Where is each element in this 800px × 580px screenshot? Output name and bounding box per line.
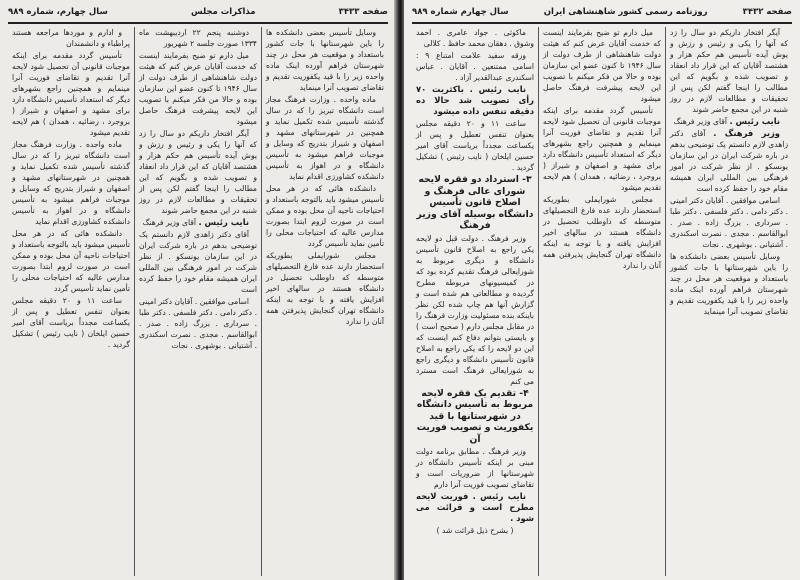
column (8, 27, 134, 576)
headline: ۳- استرداد دو فقره لایحه شورای عالی فرهنگ و اصلاح قانون تأسیس دانشگاه بوسیله آقای وزیر فرهنگ (416, 174, 534, 231)
column (665, 27, 792, 576)
column (538, 27, 665, 576)
paragraph: میل دارم تو ضیح بفرمایند اینست که خدمت آقایان عرض کنم که هیئت دولت شاهنشاهی از طرف دولت از سال ۱۹۴۶ تا کنون عضو این سازمان بوده و حالا من فکر میکنم با تصویب این لایحه پیشرفت فرهنگ حاصل میشود (543, 28, 662, 103)
paragraph: مجلس شورایملی بطوریکه استحضار دارند عده فارغ التحصیلهای متوسطه که داوطلب تحصیل در دانشگاه هستند در سالهای اخیر افزایش یافته و با توجه به اینکه دانشگاه تهران گنجایش پذیرفتن همه آنان را ندارد (266, 251, 384, 326)
paragraph: ماده واحده . وزارت فرهنگ مجاز است دانشگاه تبریز را که در سال گذشته تأسیس شده تکمیل نماید و همچنین در شهرستانهای مشهد و اصفهان و شیراز بتدریج که وسایل و موجبات فراهم میشود به تأسیس دانشگاه و در اهواز به تأسیس دانشکده کشاورزی اقدام نماید (266, 95, 384, 181)
issue-number: سال چهارم، شماره ۹۸۹ (8, 7, 108, 17)
paragraph: آیگر افتخار داریکم دو سال را زد که آنها را یکی و رئیس و رزش و یوش آیده تأسیس هم حکم هزار و هشتصد آقایان که این قرار داد انعقاد و تصویب شده و بگویم که این مطالب را اینجا گفتم لکن پس از تحقیقات و مطالعات لازم در روز شنبه در این مجمع حاضر شوند (670, 28, 788, 114)
paragraph: دوشنبه پنجم ۲۲ اردیبهشت ماه ۱۳۳۴ صورت جلسه ۲ شهریور (139, 28, 257, 48)
speaker-label: نایب رئیس . (729, 116, 780, 126)
paragraph: آقای دکتر زاهدی لازم دانستم یک توضیحی بدهم در باره شرکت ایران در این سازمان یونسکو . از نظر شرکت در امور فرهنگی بین المللی ایران همیشه مقام خود را حفظ کرده است (670, 129, 788, 193)
header-rule (8, 22, 388, 24)
issue-number: سال چهارم شماره ۹۸۹ (412, 7, 509, 17)
header-rule (412, 22, 792, 24)
column (134, 27, 261, 576)
left-page-columns (8, 27, 388, 576)
page-number: صفحه ۳۴۳۲ (742, 7, 792, 17)
paragraph: تأسیس گردد مقدمه برای اینکه موجبات قانونی آن تحصیل شود لایحه آنرا تقدیم و تقاضای فوریت آنرا مینمایم و همچنین راجع بشهرهای دیگر که استعداد تأسیس دانشگاه دارد برای مشهد و اصفهان و شیراز ( بروجرد ، رضائیه ، همدان ) هم لایحه تقدیم میشود (12, 51, 130, 137)
speaker-name: آقای وزیر فرهنگ (142, 218, 197, 227)
left-page-header (8, 3, 388, 21)
paragraph: اسامی موافقین . آقایان دکتر امینی . دکتر دامی . دکتر فلسفی . دکتر طبا . سرداری . بزرگ زاده . صدر . ابوالقاسم . مجدی . نصرت اسکندری . آشتیانی . بوشهری . نجات (139, 297, 257, 350)
paragraph: ورقه سفید علامت امتناع ۹ : اسامی ممتنعین . آقایان . عباس اسکندری عبدالقدیر آزاد . (416, 51, 534, 82)
paragraph: دانشکده هائی که در هر محل تأسیس میشود باید بالتوجه باستعداد و احتیاجات ناحیه آن محل بوده و ممکن است در صورت لزوم ابتدا بصورت مدارس عالیه که احتیاجات محلی را تأمین نماید تأسیس گردد (12, 229, 130, 293)
speaker-name: آقای وزیر فرهنگ (673, 117, 728, 126)
paragraph: نایب رئیس . فوریت لایحه مطرح است و قرائت می شود . (416, 491, 534, 523)
column (412, 27, 538, 576)
right-page-columns (412, 27, 792, 576)
section-title: مذاکرات مجلس (190, 7, 256, 17)
left-page (0, 0, 396, 580)
newspaper-title: روزنامه رسمی کشور شاهنشاهی ایران (543, 7, 708, 17)
paragraph: مجلس شورایملی بطوریکه استحضار دارند عده فارغ التحصیلهای متوسطه که داوطلب تحصیل در دانشگاه هستند در سالهای اخیر افزایش یافته و با توجه به اینکه دانشگاه تهران گنجایش پذیرفتن همه آنان را ندارد (543, 195, 661, 270)
paragraph: میل دارم تو ضیح بفرمایند اینست که خدمت آقایان عرض کنم که هیئت دولت شاهنشاهی از طرف دولت از سال ۱۹۴۶ تا کنون عضو این سازمان بوده و حالا من فکر میکنم با تصویب این لایحه پیشرفت فرهنگ حاصل میشود (139, 51, 258, 126)
paragraph: وزیر فرهنگ . دولت قبل دو لایحه یکی راجع به اصلاح قانون تأسیس دانشگاه و دیگری مربوط به شورایعالی فرهنگ تقدیم کرده بود که در کمیسیونهای مربوطه مطرح گردیده و مطالعاتی هم شده است و گزارش آنها هم چاپ شده لکن نظر باینکه بنده مسئولیت وزارت فرهنگ را در مقابل مجلس دارم ( صحیح است ) و بایستی بتوانم دفاع کنم اینست که این دو لایحه را که یکی راجع به اصلاح قانون تأسیس دانشگاه و دیگری راجع به شورایعالی فرهنگ است مسترد می کنم (416, 233, 534, 386)
headline: ۴- تقدیم یک فقره لایحه مربوط به تأسیس دانشگاه در شهرستانها با قید یکفوریت و تصویب فوریت آن (416, 387, 534, 445)
right-page-header (412, 3, 792, 21)
paragraph: ساعت ۱۱ و ۲۰ دقیقه مجلس بعنوان تنفس تعطیل و پس از یکساعت مجدداً بریاست آقای امیر حسین ایلخان ( نایب رئیس ) تشکیل گردید . (12, 296, 130, 349)
paragraph: ساعت ۱۱ و ۲۰ دقیقه مجلس بعنوان تنفس تعطیل و پس از یکساعت مجدداً بریاست آقای امیر حسین ایلخان ( نایب رئیس ) تشکیل گردید . (416, 119, 534, 172)
paragraph: تأسیس گردد مقدمه برای اینکه موجبات قانونی آن تحصیل شود لایحه آنرا تقدیم و تقاضای فوریت آنرا مینمایم و همچنین راجع بشهرهای دیگر که استعداد تأسیس دانشگاه دارد برای مشهد و اصفهان و شیراز ( بروجرد ، رضائیه ، همدان ) هم لایحه تقدیم میشود (543, 106, 661, 192)
paragraph: اسامی موافقین . آقایان دکتر امینی . دکتر دامی . دکتر فلسفی . دکتر طبا . سرداری . بزرگ زاده . صدر . ابوالقاسم . مجدی . نصرت اسکندری . آشتیانی . بوشهری . نجات (670, 196, 788, 249)
read-note: ( بشرح ذیل قرائت شد ) (436, 526, 514, 535)
paragraph: آقای دکتر زاهدی لازم دانستم یک توضیحی بدهم در باره شرکت ایران در این سازمان یونسکو . از نظر شرکت در امور فرهنگی بین المللی ایران همیشه مقام خود را حفظ کرده است (139, 230, 257, 294)
paragraph: نایب رئیس . باکثریت ۷۰ رأی تصویب شد حالا ده دقیقه تنفس داده میشود (416, 84, 534, 116)
paragraph: و ادارم و موردها مراجعه هستند پراطباء و دانشمندان (12, 28, 130, 48)
paragraph: آیگر افتخار داریکم دو سال را زد که آنها را یکی و رئیس و رزش و یوش آیده تأسیس هم حکم هزار و هشتصد آقایان که این قرار داد انعقاد و تصویب شده و بگویم که این مطالب را اینجا گفتم لکن پس از تحقیقات و مطالعات لازم در روز شنبه در این مجمع حاضر شوند (139, 129, 257, 215)
speaker-label: نایب رئیس . (198, 217, 249, 227)
paragraph: ماده واحده . وزارت فرهنگ مجاز است دانشگاه تبریز را که در سال گذشته تأسیس شده تکمیل نماید و همچنین در شهرستانهای مشهد و اصفهان و شیراز بتدریج که وسایل و موجبات فراهم میشود به تأسیس دانشگاه و در اهواز به تأسیس دانشکده کشاورزی اقدام نماید (12, 140, 130, 226)
paragraph: وزیر فرهنگ . مطابق برنامه دولت مبنی بر اینکه تأسیس دانشگاه در شهرستانها از ضروریات است و تقاضای تصویب فوریت آنرا دارم (416, 447, 534, 489)
page-number: صفحه ۳۴۳۳ (338, 7, 388, 17)
column (261, 27, 388, 576)
paragraph: وسایل تأسیس بعضی دانشکده ها را باین شهرستانها با جات کشور باستعداد و موقعیت هر محل در چند شهرستان فراهم آورده اینک ماده واحده زیر را با قید یکفوریت تقدیم و تقاضای تصویب آنرا مینماید (266, 28, 384, 92)
paragraph: وسایل تأسیس بعضی دانشکده ها را باین شهرستانها با جات کشور باستعداد و موقعیت هر محل در چند شهرستان فراهم آورده اینک ماده واحده زیر را با قید یکفوریت تقدیم و تقاضای تصویب آنرا مینماید (670, 252, 788, 316)
paragraph: ماکوئی . جواد عامری . احمد وشوق . دهقان محمد حافظ . کلالی (416, 28, 534, 48)
paragraph: دانشکده هائی که در هر محل تأسیس میشود باید بالتوجه باستعداد و احتیاجات ناحیه آن محل بوده و ممکن است در صورت لزوم ابتدا بصورت مدارس عالیه که احتیاجات محلی را تأمین نماید تأسیس گردد (266, 184, 384, 248)
speaker-label: وزیر فرهنگ . (713, 128, 781, 138)
right-page (404, 0, 800, 580)
